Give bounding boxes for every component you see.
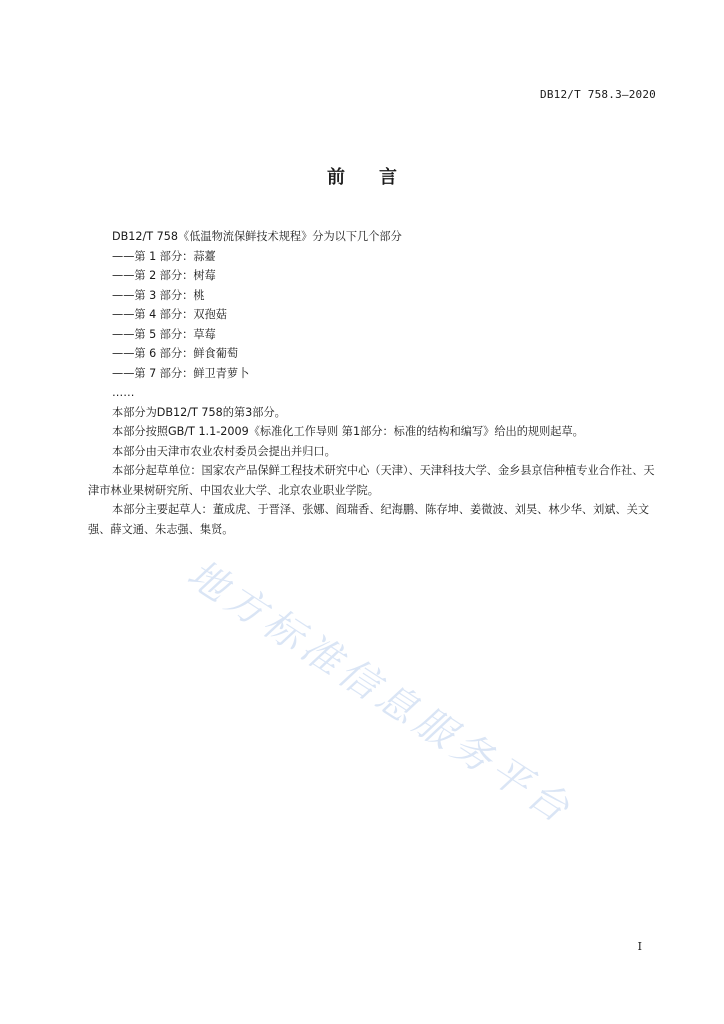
watermark: 地方标准信息服务平台 bbox=[179, 551, 582, 835]
part-list-item-6: ——第 6 部分：鲜食葡萄 bbox=[112, 347, 239, 360]
page-number: I bbox=[637, 940, 642, 953]
part-list-item-2: ——第 2 部分：树莓 bbox=[112, 269, 216, 282]
foreword-body bbox=[88, 227, 658, 539]
document-code: DB12/T 758.3—2020 bbox=[540, 88, 656, 101]
ellipsis: …… bbox=[112, 386, 135, 399]
part-list-item-1: ——第 1 部分：蒜薹 bbox=[112, 249, 216, 263]
proposed-by-paragraph: 本部分由天津市农业农村委员会提出并归口。 bbox=[112, 444, 336, 458]
part-list-item-4: ——第 4 部分：双孢菇 bbox=[112, 308, 227, 321]
main-drafters-paragraph: 本部分主要起草人：董成虎、于晋泽、张娜、阎瑞香、纪海鹏、陈存坤、姜微波、刘昊、林少华、刘斌、关文强、薛文通、朱志强、集贤。 bbox=[88, 503, 650, 536]
this-part-paragraph: 本部分为DB12/T 758的第3部分。 bbox=[112, 405, 286, 419]
drafting-rules-paragraph: 本部分按照GB/T 1.1-2009《标准化工作导则 第1部分：标准的结构和编写》给出的规则起草。 bbox=[112, 425, 584, 438]
part-list-item-7: ——第 7 部分：鲜卫青萝卜 bbox=[112, 366, 250, 380]
title-char-1: 前 bbox=[327, 167, 345, 188]
part-list-item-3: ——第 3 部分：桃 bbox=[112, 288, 205, 302]
page-title bbox=[0, 163, 724, 189]
intro-paragraph: DB12/T 758《低温物流保鲜技术规程》分为以下几个部分 bbox=[112, 230, 402, 243]
title-char-2: 言 bbox=[379, 167, 397, 188]
drafting-units-paragraph: 本部分起草单位：国家农产品保鲜工程技术研究中心（天津）、天津科技大学、金乡县京信种植专业合作社、天津市林业果树研究所、中国农业大学、北京农业职业学院。 bbox=[88, 464, 655, 497]
part-list-item-5: ——第 5 部分：草莓 bbox=[112, 327, 216, 341]
